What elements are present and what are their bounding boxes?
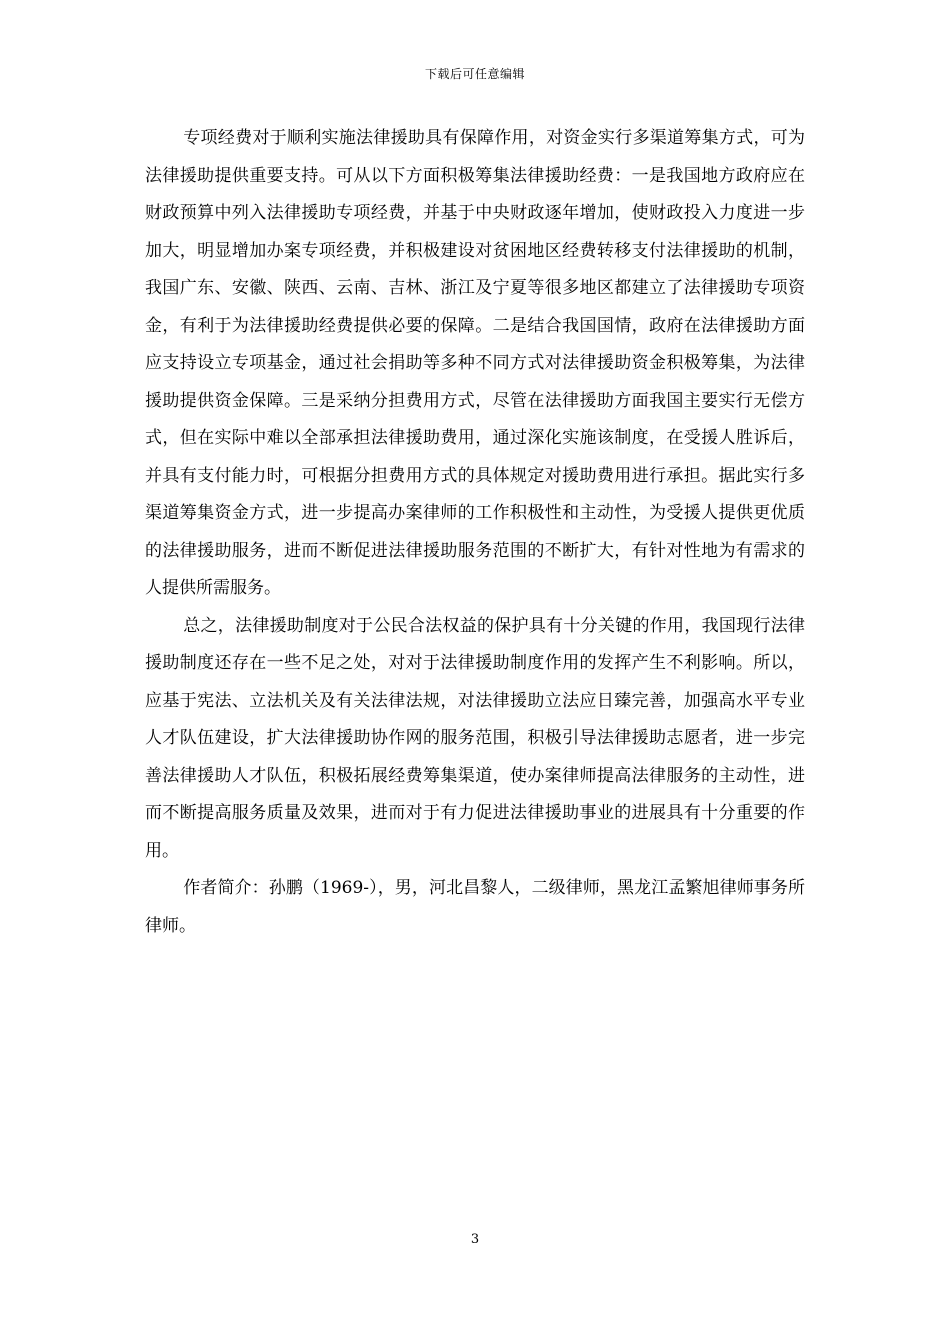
page-number: 3 bbox=[470, 1232, 480, 1247]
paragraph-conclusion: 总之，法律援助制度对于公民合法权益的保护具有十分关键的作用，我国现行法律援助制度还存在一些不足之处，对对于法律援助制度作用的发挥产生不利影响。所以，应基于宪法、立法机关及有关法律法规，对法律援助立法应日臻完善，加强高水平专业人才队伍建设，扩大法律援助协作网的服务范围，积极引导法律援助志愿者，进一步完善法律援助人才队伍，积极拓展经费筹集渠道，使办案律师提高法律服务的主动性，进而不断提高服务质量及效果，进而对于有力促进法律援助事业的进展具有十分重要的作用。 bbox=[145, 615, 805, 861]
paragraph-author-bio: 作者简介：孙鹏（1969-），男，河北昌黎人，二级律师，黑龙江孟繁旭律师事务所律师。 bbox=[145, 878, 805, 936]
paragraph-funding: 专项经费对于顺利实施法律援助具有保障作用，对资金实行多渠道筹集方式，可为法律援助提供重要支持。可从以下方面积极筹集法律援助经费：一是我国地方政府应在财政预算中列入法律援助专项经费，并基于中央财政逐年增加，使财政投入力度进一步加大，明显增加办案专项经费，并积极建设对贫困地区经费转移支付法律援助的机制，我国广东、安徽、陕西、云南、吉林、浙江及宁夏等很多地区都建立了法律援助专项资金，有利于为法律援助经费提供必要的保障。二是结合我国国情，政府在法律援助方面应支持设立专项基金，通过社会捐助等多种不同方式对法律援助资金积极筹集，为法律援助提供资金保障。三是采纳分担费用方式，尽管在法律援助方面我国主要实行无偿方式，但在实际中难以全部承担法律援助费用，通过深化实施该制度，在受援人胜诉后，并具有支付能力时，可根据分担费用方式的具体规定对援助费用进行承担。据此实行多渠道筹集资金方式，进一步提高办案律师的工作积极性和主动性，为受援人提供更优质的法律援助服务，进而不断促进法律援助服务范围的不断扩大，有针对性地为有需求的人提供所需服务。 bbox=[145, 128, 805, 598]
page-header: 下载后可任意编辑 bbox=[424, 67, 525, 81]
document-body bbox=[145, 120, 805, 945]
